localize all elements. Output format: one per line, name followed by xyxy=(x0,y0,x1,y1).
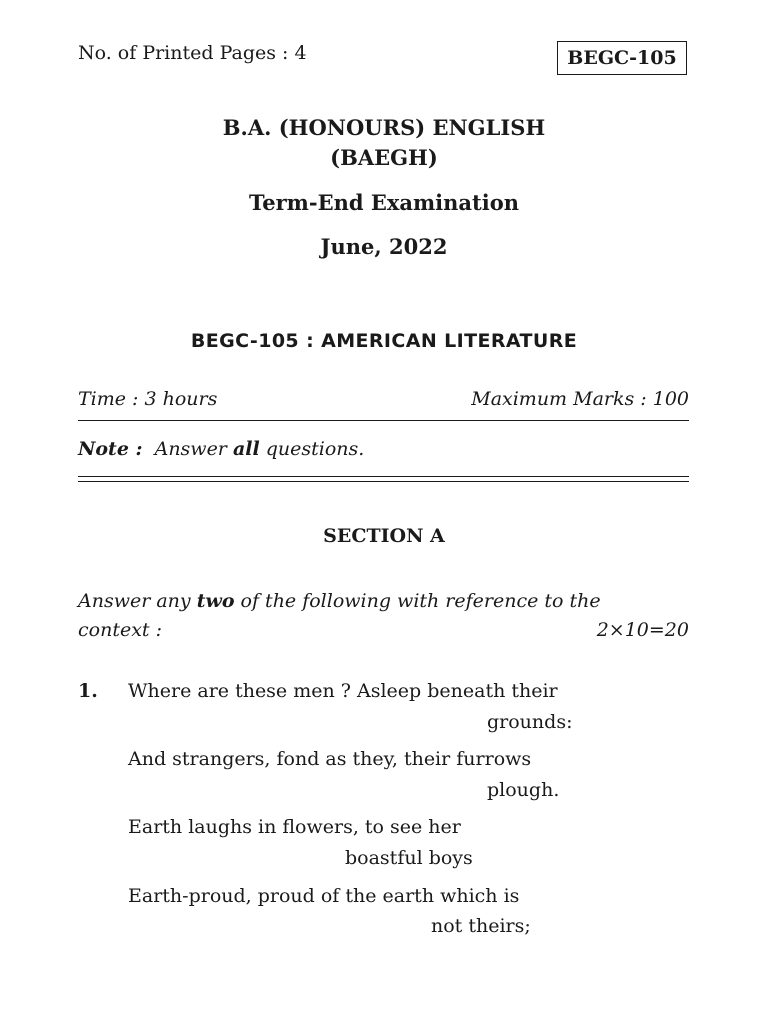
instruction-after: of the following with reference to the xyxy=(240,590,601,612)
exam-title: Term-End Examination xyxy=(248,190,519,215)
course-code-box: BEGC-105 xyxy=(557,41,687,75)
poem-line: Where are these men ? Asleep beneath their xyxy=(128,680,558,702)
poem-line: Earth-proud, proud of the earth which is xyxy=(128,885,520,907)
maximum-marks: Maximum Marks : 100 xyxy=(471,388,689,410)
instruction-emphasis: two xyxy=(196,590,235,612)
double-rule-top xyxy=(78,476,689,477)
divider-line xyxy=(78,420,689,421)
instruction-before: Answer any xyxy=(78,590,191,612)
note xyxy=(78,438,364,460)
poem-line-continuation: plough. xyxy=(487,779,560,801)
note-text-after: questions. xyxy=(265,438,365,460)
time-allowed: Time : 3 hours xyxy=(78,388,218,410)
course-title: BEGC-105 : AMERICAN LITERATURE xyxy=(190,330,578,352)
double-rule-bottom xyxy=(78,481,689,482)
poem-line: Earth laughs in flowers, to see her xyxy=(128,816,461,838)
section-heading: SECTION A xyxy=(323,525,445,547)
poem-line: And strangers, fond as they, their furrows xyxy=(128,748,532,770)
poem-line-continuation: grounds: xyxy=(487,711,573,733)
printed-pages-count: No. of Printed Pages : 4 xyxy=(78,42,307,64)
section-instruction xyxy=(78,590,601,612)
note-text-before: Answer xyxy=(154,438,227,460)
poem-line-continuation: boastful boys xyxy=(345,847,473,869)
poem-line-continuation: not theirs; xyxy=(431,915,531,937)
exam-session: June, 2022 xyxy=(320,234,448,259)
instruction-line-2: context : xyxy=(78,619,162,641)
programme-title: B.A. (HONOURS) ENGLISH xyxy=(222,115,546,140)
note-label: Note : xyxy=(78,438,143,460)
marks-scheme: 2×10=20 xyxy=(596,619,689,641)
programme-code: (BAEGH) xyxy=(330,145,438,170)
question-number: 1. xyxy=(78,680,98,702)
note-emphasis: all xyxy=(232,438,260,460)
